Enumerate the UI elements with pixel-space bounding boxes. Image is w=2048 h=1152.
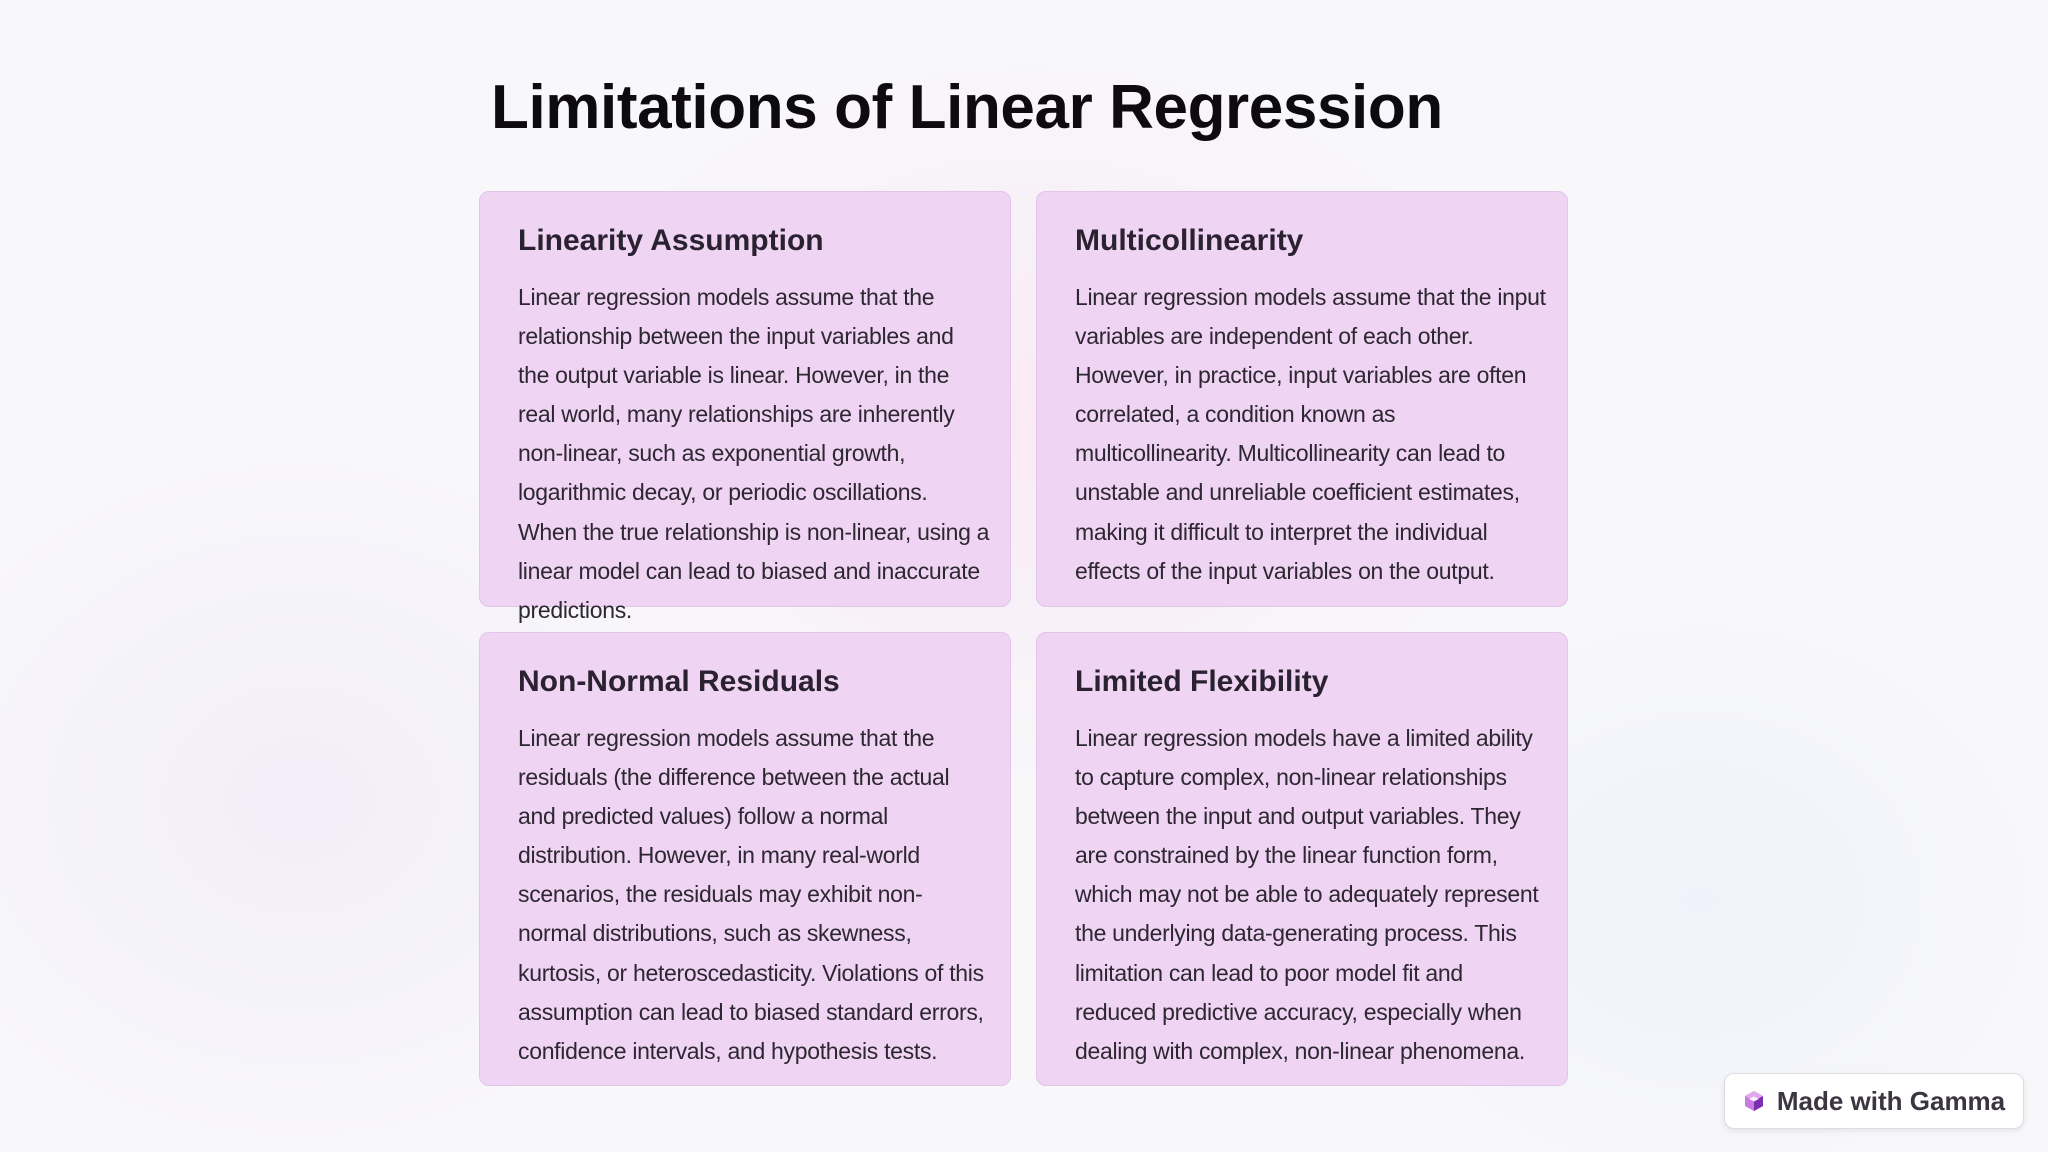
card-body: Linear regression models assume that the relationship between the input variables and the output variable is linear. However, in the real world, many relationships are inherently non-linear, such as exponential growth, logarithmic decay, or periodic oscillations. When the true relationship is non-linear, using a linear model can lead to biased and inaccurate predictions. xyxy=(518,284,990,623)
card-heading: Multicollinearity xyxy=(1075,224,1304,257)
card-multicollinearity xyxy=(1036,191,1568,607)
card-linearity-assumption xyxy=(479,191,1011,623)
card-heading: Linearity Assumption xyxy=(518,224,824,257)
made-with-gamma-button[interactable] xyxy=(1724,1073,2024,1129)
card-heading: Non-Normal Residuals xyxy=(518,665,840,698)
card-heading: Limited Flexibility xyxy=(1075,665,1329,698)
card-body: Linear regression models assume that the input variables are independent of each other. However, in practice, input variables are often correlated, a condition known as multicollinearity. Multicollinearity can lead to unstable and unreliable coefficient estimates, making it difficult to interpret the individual effects of the input variables on the output. xyxy=(1075,284,1546,584)
gamma-logo-icon xyxy=(1743,1090,1765,1112)
card-non-normal-residuals xyxy=(479,632,1011,1086)
card-body: Linear regression models assume that the residuals (the difference between the actual and predicted values) follow a normal distribution. However, in many real-world scenarios, the residuals may exhibit non-normal distributions, such as skewness, kurtosis, or heteroscedasticity. Violations of this assumption can lead to biased standard errors, confidence intervals, and hypothesis tests. xyxy=(518,725,984,1064)
card-limited-flexibility xyxy=(1036,632,1568,1086)
slide-title: Limitations of Linear Regression xyxy=(491,73,1443,142)
card-body: Linear regression models have a limited ability to capture complex, non-linear relationships between the input and output variables. They are constrained by the linear function form, which may not be able to adequately represent the underlying data-generating process. This limitation can lead to poor model fit and reduced predictive accuracy, especially when dealing with complex, non-linear phenomena. xyxy=(1075,725,1539,1064)
made-with-gamma-label: Made with Gamma xyxy=(1776,1085,2006,1116)
